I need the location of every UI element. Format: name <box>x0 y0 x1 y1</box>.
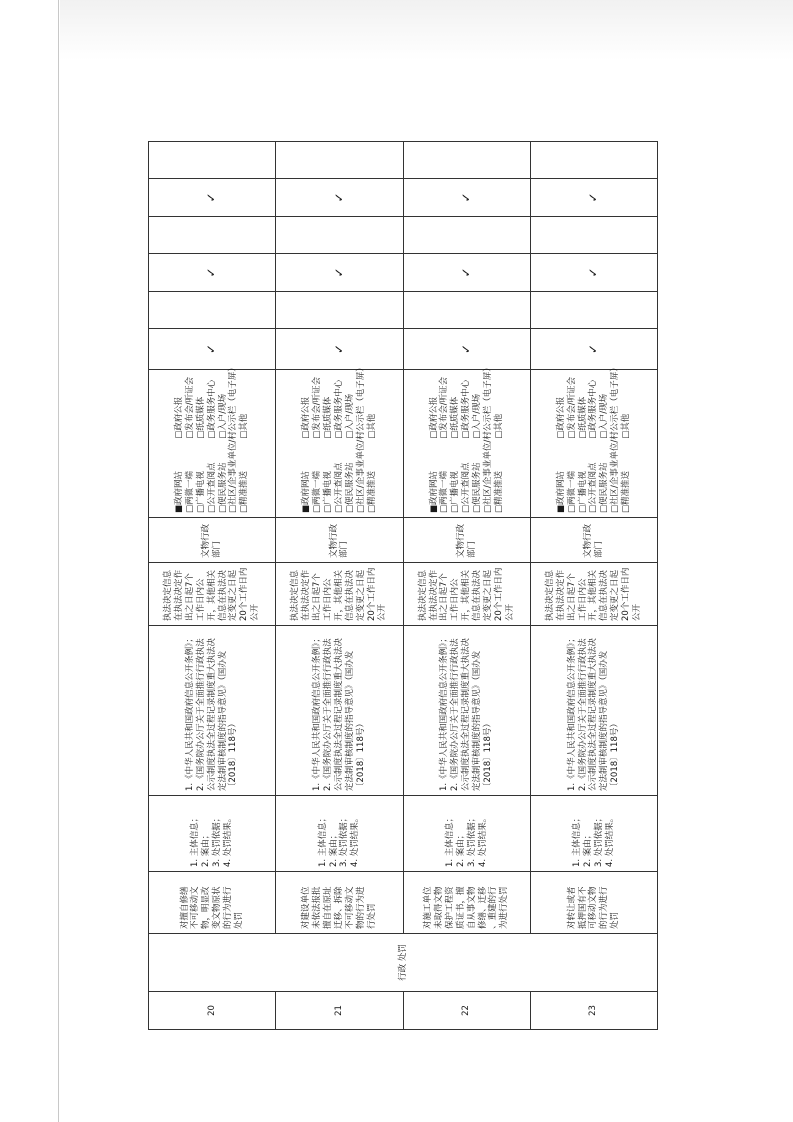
basis-list <box>567 630 621 791</box>
basis-cell <box>403 626 530 796</box>
channel-option: □其他 <box>621 413 632 439</box>
table-row <box>530 142 657 1030</box>
table-row <box>149 142 276 1030</box>
level-town-cell <box>149 142 276 179</box>
channel-list <box>301 363 377 513</box>
time-cell <box>403 563 530 626</box>
check-mark: ✓ <box>331 343 346 355</box>
method-proactive-cell <box>403 254 530 292</box>
content-line: 3. 处罚依据； <box>593 813 604 867</box>
level-town-cell <box>530 142 657 179</box>
content-line: 3. 处罚依据； <box>212 813 223 867</box>
channel-option: □公开查阅点 <box>206 462 217 513</box>
content-line: 2. 案由； <box>583 830 593 867</box>
level-town-cell <box>276 142 403 179</box>
channel-option: □公开查阅点 <box>588 462 599 513</box>
channel-option: □社区/企事业单位/村公示栏（电子屏） <box>610 363 621 513</box>
category-cell <box>149 934 658 992</box>
channel-option: □政府公报 <box>555 396 566 439</box>
subject-text: 文物行政部门 <box>455 523 477 558</box>
time-text: 执法决定信息在执法决定作出之日起7个工作日内公开，其他相关信息在执法决定变更之日起20个工作日内公开 <box>544 567 642 621</box>
content-line: 4. 处罚结果。 <box>223 813 233 867</box>
basis-line: 2.《国务院办公厅关于全面推行行政执法公示制度执法全过程记录制度重大执法决定法制审核制度的指导意见》（国办发〔2018〕118号） <box>323 637 366 791</box>
row-number: 21 <box>333 1005 344 1016</box>
row-number-cell <box>276 992 403 1030</box>
content-list <box>190 800 234 867</box>
channel-option: ■政府网站 <box>428 470 439 513</box>
row-number-cell <box>403 992 530 1030</box>
channel-option: □入户/现场 <box>344 393 355 439</box>
scope-specific-cell <box>276 292 403 329</box>
level-county-cell <box>530 179 657 217</box>
row-number: 23 <box>588 1005 599 1016</box>
channel-option: ■政府网站 <box>301 470 312 513</box>
scan-shadow <box>60 0 793 60</box>
channel-option: □政务服务中心 <box>206 379 217 439</box>
channel-list <box>174 363 250 513</box>
time-cell <box>149 563 276 626</box>
row-number-cell <box>149 992 276 1030</box>
channel-option: □纸质媒体 <box>323 396 334 439</box>
channel-option: □政务服务中心 <box>588 379 599 439</box>
subject-text: 文物行政部门 <box>201 523 223 558</box>
channel-option: □公开查阅点 <box>461 462 472 513</box>
row-number-cell <box>530 992 657 1030</box>
channel-option: □广播电视 <box>323 470 334 513</box>
method-request-cell <box>403 217 530 254</box>
basis-line: 2.《国务院办公厅关于全面推行行政执法公示制度执法全过程记录制度重大执法决定法制审核制度的指导意见》（国办发〔2018〕118号） <box>577 637 621 791</box>
check-mark: ✓ <box>586 343 601 355</box>
content-line: 2. 案由； <box>201 830 212 867</box>
level-county-cell <box>149 179 276 217</box>
channel-option: □两微一端 <box>439 470 450 513</box>
rotated-table <box>148 153 658 1030</box>
channel-option: □社区/企事业单位/村公示栏（电子屏） <box>228 363 239 513</box>
channel-option: □两微一端 <box>566 470 577 513</box>
item-cell <box>276 872 403 934</box>
item-text: 对施工单位 未取得文物 保护工程资 质证书，擅 自从事文物 修缮、迁移 、重建的行 为进行处罚 <box>423 886 510 929</box>
channel-option: □广播电视 <box>450 470 461 513</box>
channel-option: □便民服务站 <box>599 462 610 513</box>
content-line: 1. 主体信息； <box>317 813 328 867</box>
method-request-cell <box>276 217 403 254</box>
basis-line: 1.《中华人民共和国政府信息公开条例》； <box>184 634 195 791</box>
time-text: 执法决定信息在执法决定作出之日起7个工作日内公开，其他相关信息在执法决定变更之日起20个工作日内公开 <box>417 567 515 621</box>
subject-cell <box>530 518 657 563</box>
channel-option: □便民服务站 <box>472 462 483 513</box>
basis-line: 1.《中华人民共和国政府信息公开条例》； <box>439 634 450 791</box>
channel-option: □发布会/听证会 <box>566 376 577 439</box>
table-row <box>276 142 403 1030</box>
time-cell <box>530 563 657 626</box>
content-line: 2. 案由； <box>328 830 339 867</box>
check-mark: ✓ <box>458 267 473 278</box>
method-proactive-cell <box>276 254 403 292</box>
basis-list <box>312 630 366 791</box>
basis-line: 1.《中华人民共和国政府信息公开条例》； <box>312 634 323 791</box>
channel-option: □政府公报 <box>301 396 312 439</box>
content-line: 3. 处罚依据； <box>466 813 477 867</box>
item-cell <box>403 872 530 934</box>
channel-option: □发布会/听证会 <box>439 376 450 439</box>
basis-list <box>439 630 493 791</box>
time-text: 执法决定信息在执法决定作出之日起7个工作日内公开，其他相关信息在执法决定变更之日起20个工作日内公开 <box>290 567 388 621</box>
category-label: 行政 处罚 <box>397 944 408 981</box>
level-town-cell <box>403 142 530 179</box>
content-cell <box>403 796 530 872</box>
basis-line: 2.《国务院办公厅关于全面推行行政执法公示制度执法全过程记录制度重大执法决定法制审核制度的指导意见》（国办发〔2018〕118号） <box>195 637 239 791</box>
item-text: 对转让或者 抵押国有不 可移动文物 的行为进行 处罚 <box>566 886 621 929</box>
check-mark: ✓ <box>331 267 346 278</box>
channel-option: ■政府网站 <box>555 470 566 513</box>
subject-text: 文物行政部门 <box>583 523 604 558</box>
content-list <box>572 800 616 867</box>
channel-option: □精准推送 <box>366 470 377 513</box>
channels-cell <box>403 363 530 518</box>
content-list <box>445 800 489 867</box>
channel-option: □其他 <box>493 413 504 439</box>
time-cell <box>276 563 403 626</box>
scope-specific-cell <box>530 292 657 329</box>
content-line: 4. 处罚结果。 <box>477 813 488 867</box>
method-proactive-cell <box>149 254 276 292</box>
channel-option: □政府公报 <box>174 396 185 439</box>
content-cell <box>276 796 403 872</box>
disclosure-table-frame <box>148 153 658 1030</box>
basis-list <box>185 630 239 791</box>
channel-option: □精准推送 <box>493 470 504 513</box>
channel-option: □两微一端 <box>184 470 195 513</box>
time-text: 执法决定信息在执法决定作出之日起7个工作日内公开，其他相关信息在执法决定变更之日起20个工作日内公开 <box>163 567 261 621</box>
method-request-cell <box>530 217 657 254</box>
channel-option: □两微一端 <box>312 470 323 513</box>
channel-option: □便民服务站 <box>217 462 228 513</box>
channel-option: □广播电视 <box>195 470 206 513</box>
content-line: 3. 处罚依据； <box>339 813 350 867</box>
item-cell <box>530 872 657 934</box>
channels-cell <box>149 363 276 518</box>
channel-option: □广播电视 <box>577 470 588 513</box>
channel-option: □其他 <box>239 413 250 439</box>
method-request-cell <box>149 217 276 254</box>
channel-option: □精准推送 <box>621 470 632 513</box>
channel-option: □入户/现场 <box>599 393 610 439</box>
channels-cell <box>530 363 657 518</box>
item-text: 对擅自修缮 不可移动文 物，明显改 变文物原状 的行为进行 处罚 <box>179 886 244 929</box>
channel-option: □发布会/听证会 <box>184 376 195 439</box>
row-number: 22 <box>461 1005 472 1016</box>
subject-text: 文物行政部门 <box>328 523 350 558</box>
channel-option: □精准推送 <box>239 470 250 513</box>
content-line: 1. 主体信息； <box>190 813 201 867</box>
check-mark: ✓ <box>331 192 346 203</box>
subject-cell <box>403 518 530 563</box>
channel-list <box>555 363 632 513</box>
basis-cell <box>149 626 276 796</box>
content-line: 4. 处罚结果。 <box>604 813 615 867</box>
scope-specific-cell <box>149 292 276 329</box>
method-proactive-cell <box>530 254 657 292</box>
row-number: 20 <box>206 1005 217 1016</box>
content-line: 1. 主体信息； <box>444 813 455 867</box>
check-mark: ✓ <box>458 192 473 203</box>
scope-specific-cell <box>403 292 530 329</box>
basis-line: 2.《国务院办公厅关于全面推行行政执法公示制度执法全过程记录制度重大执法决定法制审核制度的指导意见》（国办发〔2018〕118号） <box>450 637 493 791</box>
channel-option: □政务服务中心 <box>461 379 472 439</box>
channel-option: □社区/企事业单位/村公示栏（电子屏） <box>355 363 366 513</box>
channel-option: □纸质媒体 <box>450 396 461 439</box>
subject-cell <box>276 518 403 563</box>
table-row <box>403 142 530 1030</box>
subject-cell <box>149 518 276 563</box>
channel-option: □纸质媒体 <box>195 396 206 439</box>
content-line: 1. 主体信息； <box>572 813 583 867</box>
channel-option: □其他 <box>366 413 377 439</box>
channel-option: □社区/企事业单位/村公示栏（电子屏） <box>482 363 493 513</box>
basis-cell <box>276 626 403 796</box>
channel-option: □纸质媒体 <box>577 396 588 439</box>
content-cell <box>149 796 276 872</box>
item-cell <box>149 872 276 934</box>
level-county-cell <box>276 179 403 217</box>
page-edge-line <box>58 0 59 1122</box>
channel-list <box>428 363 505 513</box>
channel-option: □入户/现场 <box>217 393 228 439</box>
channel-option: □便民服务站 <box>344 462 355 513</box>
channel-option: ■政府网站 <box>174 470 185 513</box>
check-mark: ✓ <box>586 267 601 278</box>
basis-line: 1.《中华人民共和国政府信息公开条例》； <box>566 634 577 791</box>
content-cell <box>530 796 657 872</box>
basis-cell <box>530 626 657 796</box>
channel-option: □政务服务中心 <box>333 379 344 439</box>
content-line: 2. 案由； <box>455 830 466 867</box>
channel-option: □公开查阅点 <box>333 462 344 513</box>
check-mark: ✓ <box>458 343 473 355</box>
content-line: 4. 处罚结果。 <box>350 813 361 867</box>
level-county-cell <box>403 179 530 217</box>
content-list <box>318 800 362 867</box>
channels-cell <box>276 363 403 518</box>
channel-option: □发布会/听证会 <box>312 376 323 439</box>
check-mark: ✓ <box>586 192 601 203</box>
channel-option: □政府公报 <box>428 396 439 439</box>
check-mark: ✓ <box>204 343 219 355</box>
disclosure-table <box>148 141 658 1030</box>
item-text: 对建设单位 未依法报批 擅自在原址 迁移、拆除 不可移动文 物的行为进 行处罚 <box>301 886 377 929</box>
channel-option: □入户/现场 <box>472 393 483 439</box>
check-mark: ✓ <box>204 267 219 278</box>
check-mark: ✓ <box>204 192 219 203</box>
